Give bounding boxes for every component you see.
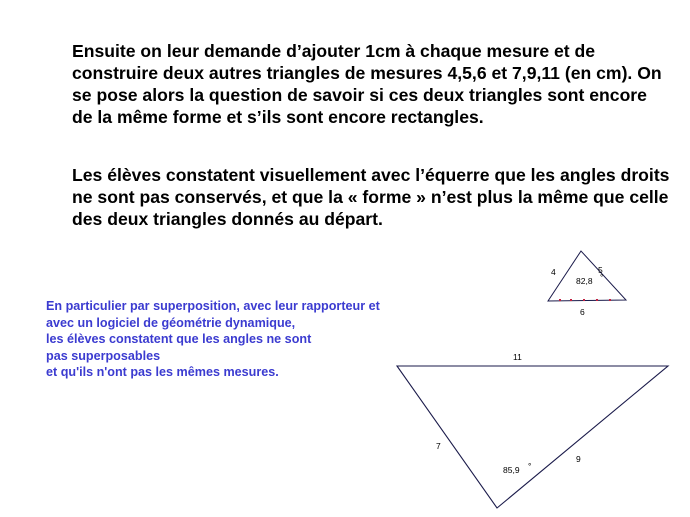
blue-note-line-2: avec un logiciel de géométrie dynamique,: [46, 315, 296, 330]
large-triangle-shape: [397, 366, 668, 508]
base-point: [596, 299, 598, 301]
small-triangle: [548, 251, 626, 317]
base-point: [559, 299, 561, 301]
small-side-left-label: 4: [551, 267, 556, 277]
small-degree-symbol: °: [600, 272, 604, 282]
small-side-right-label: 5: [598, 265, 603, 275]
large-side-right-label: 9: [576, 454, 581, 464]
large-side-left-label: 7: [436, 441, 441, 451]
small-angle-label: 82,8: [576, 276, 593, 286]
blue-note-line-4: pas superposables: [46, 348, 161, 363]
base-point: [583, 299, 585, 301]
blue-note-line-1: En particulier par superposition, avec leur rapporteur et: [46, 299, 380, 313]
base-point: [570, 299, 572, 301]
large-side-top-label: 11: [513, 352, 522, 362]
blue-note-line-3: les élèves constatent que les angles ne sont: [46, 332, 312, 346]
paragraph-observation: Les élèves constatent visuellement avec l’équerre que les angles droits ne sont pas conservés, et que la « forme » n’est plus la même que celle des deux triangles donnés au départ.: [72, 165, 670, 229]
paragraph-construction: Ensuite on leur demande d’ajouter 1cm à chaque mesure et de construire deux autres triangles de mesures 4,5,6 et 7,9,11 (en cm). On se pose alors la question de savoir si ces deux triangles sont encore de la même forme et s’ils sont encore rectangles.: [72, 41, 662, 127]
small-side-bottom-label: 6: [580, 307, 585, 317]
large-degree-symbol: °: [528, 461, 532, 471]
large-angle-label: 85,9: [503, 465, 520, 475]
large-triangle: [397, 352, 668, 508]
blue-note-line-5: et qu'ils n'ont pas les mêmes mesures.: [46, 365, 279, 379]
base-point: [609, 299, 611, 301]
